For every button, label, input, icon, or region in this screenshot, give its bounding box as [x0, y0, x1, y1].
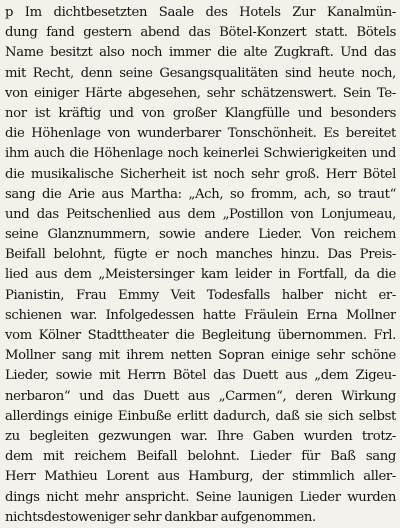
article-line-3: Name besitzt also noch immer die alte Zugkraft. Und das: [5, 45, 396, 61]
article-line-26: nichtsdestoweniger sehr dankbar aufgenommen.: [5, 509, 316, 525]
article-line-20: nerbaron“ und das Duett aus „Carmen“, deren Wirkung: [5, 388, 396, 404]
article-line-18: Mollner sang mit ihrem netten Sopran einige sehr schöne: [5, 348, 396, 364]
article-line-24: Herr Mathieu Lorent aus Hamburg, der stimmlich aller-: [5, 469, 396, 485]
article-line-23: dem mit reichem Beifall belohnt. Lieder für Baß sang: [5, 449, 396, 465]
article-line-22: zu begleiten gezwungen war. Ihre Gaben wurden trotz-: [5, 428, 396, 444]
article-line-2: dung fand gestern abend das Bötel-Konzert statt. Bötels: [5, 25, 396, 41]
article-line-11: und das Peitschenlied aus dem „Postillon von Lonjumeau,: [5, 206, 396, 222]
article-line-19: Lieder, sowie mit Herrn Bötel das Duett aus „dem Zigeu-: [5, 368, 396, 384]
article-line-16: schienen war. Infolgedessen hatte Fräulein Erna Mollner: [5, 307, 396, 323]
article-text: [5, 3, 396, 528]
article-line-7: die Höhenlage von wunderbarer Tonschönheit. Es bereitet: [5, 126, 396, 142]
article-line-15: Pianistin, Frau Emmy Veit Todesfalls halber nicht er-: [5, 287, 396, 303]
article-line-14: lied aus dem „Meistersinger kam leider in Fortfall, da die: [5, 267, 396, 283]
article-line-21: allerdings einige Einbuße erlitt dadurch, daß sie sich selbst: [5, 408, 396, 424]
article-line-8: ihm auch die Höhenlage noch keinerlei Schwierigkeiten und: [5, 146, 396, 162]
article-line-17: vom Kölner Stadttheater die Begleitung übernommen. Frl.: [5, 328, 396, 343]
article-line-9: die musikalische Sicherheit ist noch sehr groß. Herr Bötel: [5, 166, 396, 182]
article-line-5: von einiger Härte abgesehen, sehr schätzenswert. Sein Te-: [5, 85, 396, 101]
article-line-10: sang die Arie aus Martha: „Ach, so fromm, ach, so traut“: [5, 186, 396, 202]
article-line-6: nor ist kräftig und von großer Klangfülle und besonders: [5, 105, 396, 121]
article-line-4: mit Recht, denn seine Gesangsqualitäten sind heute noch,: [5, 65, 396, 81]
article-line-1: p Im dichtbesetzten Saale des Hotels Zur Kanalmün-: [5, 5, 396, 20]
article-line-12: seine Glanznummern, sowie andere Lieder. Von reichem: [5, 227, 396, 243]
article-line-25: dings nicht mehr anspricht. Seine launigen Lieder wurden: [5, 489, 396, 505]
article-line-13: Beifall belohnt, fügte er noch manches hinzu. Das Preis-: [5, 247, 396, 263]
